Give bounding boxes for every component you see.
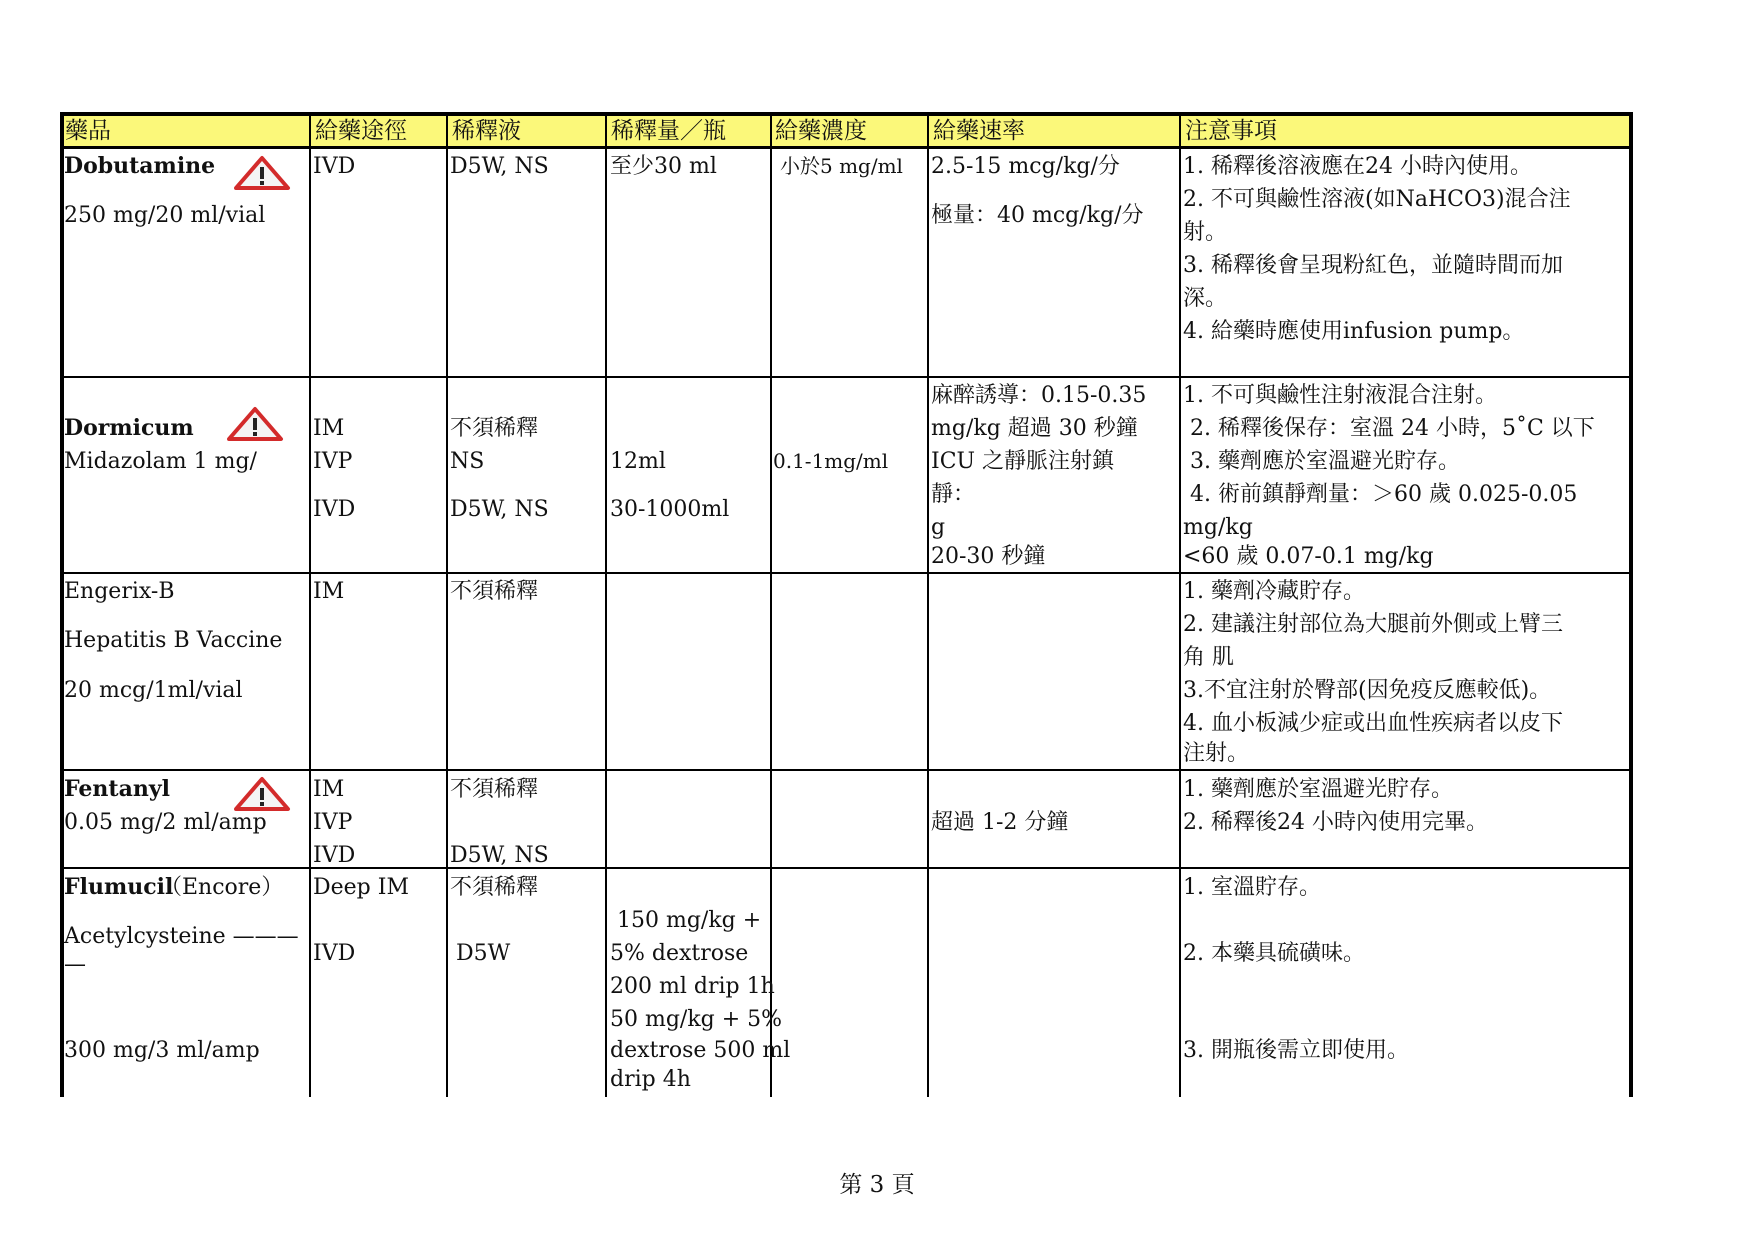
header-volume: 稀釋量／瓶 — [611, 118, 726, 144]
diluent-text: 不須稀釋 — [450, 416, 539, 441]
drug-brand: （Encore） — [160, 875, 284, 900]
route-text: IVD — [313, 154, 356, 179]
drug-generic-cont: — — [64, 952, 86, 977]
volume-text: drip 4h — [610, 1067, 691, 1092]
note-line: 注射。 — [1183, 741, 1250, 766]
route-text: IM — [313, 777, 345, 802]
volume-text: 30-1000ml — [610, 497, 730, 522]
page-number: 第 3 頁 — [839, 1172, 915, 1198]
volume-text: 12ml — [610, 449, 666, 474]
note-line: <60 歲 0.07-0.1 mg/kg — [1183, 544, 1434, 569]
column-divider — [309, 112, 311, 1097]
drug-strength: Midazolam 1 mg/ — [64, 449, 257, 474]
note-line: 4. 給藥時應使用infusion pump。 — [1183, 319, 1525, 344]
route-text: IVP — [313, 810, 353, 835]
row-divider — [60, 867, 1632, 869]
note-line: 3.不宜注射於臀部(因免疫反應較低)。 — [1183, 678, 1552, 703]
rate-text: 極量：40 mcg/kg/分 — [931, 203, 1144, 228]
note-line: 1. 藥劑冷藏貯存。 — [1183, 579, 1365, 604]
note-line: 2. 稀釋後24 小時內使用完畢。 — [1183, 810, 1488, 835]
header-notes: 注意事項 — [1185, 118, 1277, 144]
note-line: 1. 稀釋後溶液應在24 小時內使用。 — [1183, 154, 1532, 179]
note-line: 3. 稀釋後會呈現粉紅色，並隨時間而加 — [1183, 253, 1563, 278]
route-text: IVD — [313, 497, 356, 522]
header-rate: 給藥速率 — [933, 118, 1025, 144]
route-text: IM — [313, 579, 345, 604]
row-divider — [60, 376, 1632, 378]
drug-description: Hepatitis B Vaccine — [64, 628, 283, 653]
column-divider — [446, 112, 448, 1097]
note-line: 4. 血小板減少症或出血性疾病者以皮下 — [1183, 711, 1563, 736]
note-line: 2. 稀釋後保存：室溫 24 小時，5˚C 以下 — [1183, 416, 1595, 441]
rate-text: 20-30 秒鐘 — [931, 544, 1046, 569]
concentration-text: 小於5 mg/ml — [780, 154, 903, 178]
note-line: 1. 室溫貯存。 — [1183, 875, 1321, 900]
route-text: IVD — [313, 843, 356, 868]
column-divider — [770, 112, 772, 1097]
note-line: 2. 建議注射部位為大腿前外側或上臂三 — [1183, 612, 1563, 637]
note-line: mg/kg — [1183, 515, 1253, 540]
note-line: 深。 — [1183, 286, 1228, 311]
route-text: Deep IM — [313, 875, 409, 900]
drug-name: Dobutamine — [64, 153, 216, 179]
row-divider — [60, 769, 1632, 771]
drug-name: Dormicum — [64, 415, 194, 441]
diluent-text: NS — [450, 449, 485, 474]
note-line: 1. 藥劑應於室溫避光貯存。 — [1183, 777, 1453, 802]
header-drug: 藥品 — [65, 118, 111, 144]
volume-text: dextrose 500 ml — [610, 1038, 791, 1063]
note-line: 射。 — [1183, 220, 1228, 245]
note-line: 4. 術前鎮靜劑量：＞60 歲 0.025-0.05 — [1183, 482, 1578, 507]
drug-strength: 250 mg/20 ml/vial — [64, 203, 266, 228]
header-route: 給藥途徑 — [315, 118, 407, 144]
diluent-text: D5W — [456, 941, 511, 966]
diluent-text: 不須稀釋 — [450, 579, 539, 604]
drug-generic: Acetylcysteine ——— — [64, 924, 299, 949]
volume-text: 150 mg/kg + — [610, 908, 762, 933]
diluent-text: 不須稀釋 — [450, 875, 539, 900]
header-concentration: 給藥濃度 — [775, 118, 867, 144]
table-border-top — [60, 112, 1632, 116]
drug-strength: 300 mg/3 ml/amp — [64, 1038, 260, 1063]
column-divider — [1179, 112, 1181, 1097]
drug-name: Flumucil — [64, 874, 174, 900]
volume-text: 至少30 ml — [610, 154, 717, 179]
diluent-text: D5W, NS — [450, 497, 549, 522]
rate-text: 超過 1-2 分鐘 — [931, 810, 1069, 835]
route-text: IVP — [313, 449, 353, 474]
column-divider — [605, 112, 607, 1097]
volume-text: 50 mg/kg + 5% — [610, 1007, 783, 1032]
route-text: IVD — [313, 941, 356, 966]
warning-triangle-icon — [233, 155, 291, 191]
diluent-text: D5W, NS — [450, 154, 549, 179]
drug-dilution-table — [60, 112, 1632, 1097]
header-separator — [60, 146, 1632, 149]
rate-text: 2.5-15 mcg/kg/分 — [931, 154, 1120, 179]
diluent-text: 不須稀釋 — [450, 777, 539, 802]
route-text: IM — [313, 416, 345, 441]
volume-text: 5% dextrose — [610, 941, 749, 966]
drug-strength: 20 mcg/1ml/vial — [64, 678, 243, 703]
table-border-right — [1629, 112, 1633, 1097]
note-line: 1. 不可與鹼性注射液混合注射。 — [1183, 383, 1497, 408]
rate-text: ICU 之靜脈注射鎮 — [931, 449, 1115, 474]
drug-strength: 0.05 mg/2 ml/amp — [64, 810, 267, 835]
drug-name: Fentanyl — [64, 776, 170, 802]
volume-text: 200 ml drip 1h — [610, 974, 775, 999]
note-line: 2. 不可與鹼性溶液(如NaHCO3)混合注 — [1183, 187, 1571, 212]
note-line: 角 肌 — [1183, 645, 1234, 670]
rate-text: 麻醉誘導：0.15-0.35 — [931, 383, 1147, 408]
rate-text: 靜： — [931, 482, 976, 507]
concentration-text: 0.1-1mg/ml — [773, 449, 889, 473]
rate-text: g — [931, 515, 946, 540]
header-diluent: 稀釋液 — [452, 118, 521, 144]
warning-triangle-icon — [233, 776, 291, 812]
drug-name: Engerix-B — [64, 579, 175, 604]
note-line: 2. 本藥具硫磺味。 — [1183, 941, 1365, 966]
warning-triangle-icon — [226, 406, 284, 442]
note-line: 3. 開瓶後需立即使用。 — [1183, 1038, 1409, 1063]
diluent-text: D5W, NS — [450, 843, 549, 868]
rate-text: mg/kg 超過 30 秒鐘 — [931, 416, 1138, 441]
note-line: 3. 藥劑應於室溫避光貯存。 — [1183, 449, 1460, 474]
column-divider — [927, 112, 929, 1097]
